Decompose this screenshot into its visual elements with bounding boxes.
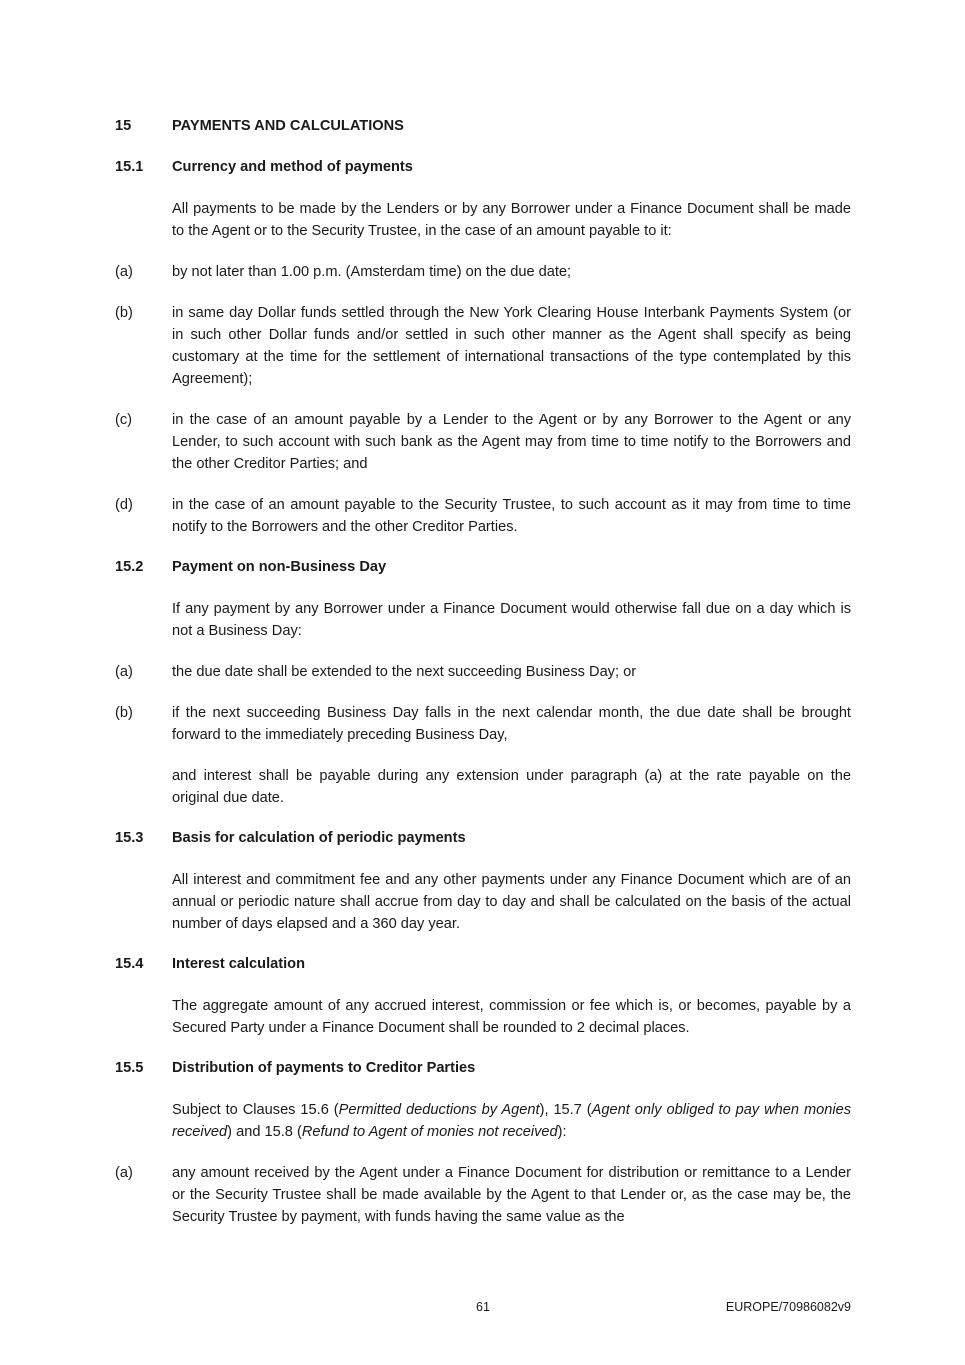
paragraph-text: If any payment by any Borrower under a Finance Document would otherwise fall due on a day which is not a Business Day:: [172, 601, 851, 639]
document-reference: EUROPE/70986082v9: [725, 1300, 851, 1314]
list-item: [115, 494, 851, 538]
paragraph: [115, 995, 851, 1039]
item-text: any amount received by the Agent under a Finance Document for distribution or remittance to a Lender or the Security Trustee shall be made available by the Agent to that Lender or, as the case may be, the Security Trustee by payment, with funds having the same value as the: [172, 1165, 851, 1225]
section-heading: [115, 1058, 851, 1078]
item-label: (a): [115, 664, 133, 680]
section-title: Interest calculation: [172, 956, 306, 972]
paragraph: [115, 198, 851, 242]
section-heading: [115, 557, 851, 577]
paragraph: [115, 765, 851, 809]
list-item: [115, 702, 851, 746]
item-label: (b): [115, 705, 133, 721]
item-text: in the case of an amount payable by a Lender to the Agent or by any Borrower to the Agent or any Lender, to such account with such bank as the Agent may from time to time notify to the Borrowers and the other Creditor Parties; and: [172, 412, 851, 472]
clause-reference: Agent only obliged to pay when monies received: [172, 1102, 852, 1140]
text-segment: ):: [557, 1124, 567, 1140]
section-title: Currency and method of payments: [172, 159, 413, 175]
item-label: (c): [115, 412, 133, 428]
clause-reference: Refund to Agent of monies not received: [301, 1124, 558, 1140]
paragraph-text: and interest shall be payable during any extension under paragraph (a) at the rate payable on the original due date.: [172, 768, 851, 806]
item-text: the due date shall be extended to the next succeeding Business Day; or: [172, 664, 637, 680]
item-label: (d): [115, 497, 133, 513]
document-page: [115, 116, 851, 1247]
item-label: (a): [115, 1165, 133, 1181]
paragraph-text: All interest and commitment fee and any other payments under any Finance Document which are of an annual or periodic nature shall accrue from day to day and shall be calculated on the basis of the actual number of days elapsed and a 360 day year.: [172, 872, 851, 932]
section-title: Payment on non-Business Day: [172, 559, 387, 575]
section-number: 15.5: [115, 1060, 144, 1076]
section-number: 15.4: [115, 956, 144, 972]
paragraph: [115, 1099, 851, 1143]
text-segment: Subject to Clauses 15.6 (: [172, 1102, 339, 1118]
item-label: (b): [115, 305, 133, 321]
clause-title: PAYMENTS AND CALCULATIONS: [172, 118, 404, 134]
paragraph-text: All payments to be made by the Lenders or by any Borrower under a Finance Document shall be made to the Agent or to the Security Trustee, in the case of an amount payable to it:: [172, 201, 851, 239]
clause-heading: [115, 116, 851, 136]
section-title: Basis for calculation of periodic payments: [172, 830, 466, 846]
section-heading: [115, 828, 851, 848]
clause-number: 15: [115, 118, 132, 134]
list-item: [115, 261, 851, 283]
list-item: [115, 409, 851, 475]
section-number: 15.2: [115, 559, 144, 575]
clause-reference: Permitted deductions by Agent: [338, 1102, 540, 1118]
paragraph-text: The aggregate amount of any accrued interest, commission or fee which is, or becomes, payable by a Secured Party under a Finance Document shall be rounded to 2 decimal places.: [172, 998, 851, 1036]
list-item: [115, 1162, 851, 1228]
paragraph-text: [172, 1099, 851, 1143]
item-text: in the case of an amount payable to the Security Trustee, to such account as it may from time to time notify to the Borrowers and the other Creditor Parties.: [172, 497, 851, 535]
item-text: in same day Dollar funds settled through the New York Clearing House Interbank Payments System (or in such other Dollar funds and/or settled in such other manner as the Agent shall specify as being customary at the time for the settlement of international transactions of the type contemplated by this Agreement);: [172, 305, 851, 387]
section-title: Distribution of payments to Creditor Parties: [172, 1060, 476, 1076]
page-number: 61: [476, 1300, 490, 1314]
text-segment: ), 15.7 (: [539, 1102, 592, 1118]
list-item: [115, 302, 851, 390]
section-number: 15.3: [115, 830, 144, 846]
item-text: if the next succeeding Business Day falls in the next calendar month, the due date shall be brought forward to the immediately preceding Business Day,: [172, 705, 851, 743]
paragraph: [115, 869, 851, 935]
section-heading: [115, 954, 851, 974]
list-item: [115, 661, 851, 683]
section-number: 15.1: [115, 159, 144, 175]
section-heading: [115, 157, 851, 177]
text-segment: ) and 15.8 (: [227, 1124, 302, 1140]
paragraph: [115, 598, 851, 642]
item-text: by not later than 1.00 p.m. (Amsterdam time) on the due date;: [172, 264, 572, 280]
item-label: (a): [115, 264, 133, 280]
